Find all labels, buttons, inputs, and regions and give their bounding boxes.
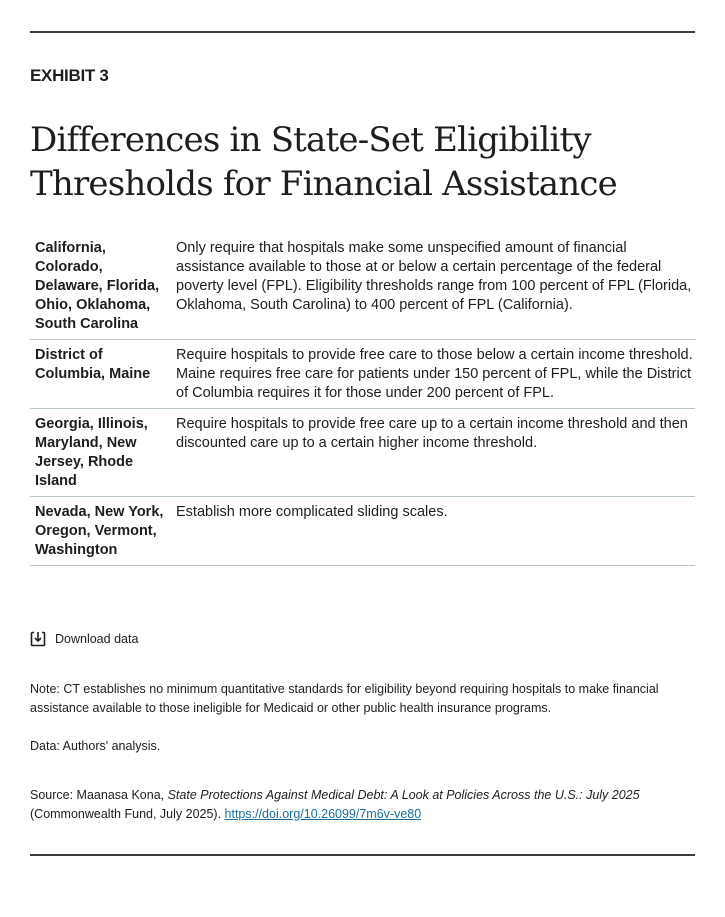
description-cell: Require hospitals to provide free care to those below a certain income threshold. Maine requires free care for patients under 150 percent of FPL, while the District of Columbia requires it for those under 200 percent of FPL. [176, 347, 693, 401]
table-row [30, 409, 695, 497]
bottom-rule [30, 854, 695, 856]
states-cell: Georgia, Illinois, Maryland, New Jersey, Rhode Island [35, 416, 148, 489]
description-cell: Only require that hospitals make some unspecified amount of financial assistance available to those at or below a certain percentage of the federal poverty level (FPL). Eligibility thresholds range from 100 percent of FPL (Florida, Oklahoma, South Carolina) to 400 percent of FPL (California). [176, 240, 692, 313]
description-cell: Establish more complicated sliding scales. [176, 504, 448, 520]
states-cell: California, Colorado, Delaware, Florida, Ohio, Oklahoma, South Carolina [35, 240, 160, 332]
data-source-text: Data: Authors' analysis. [30, 739, 161, 753]
source-suffix: (Commonwealth Fund, July 2025). [30, 807, 225, 821]
source-prefix: Source: Maanasa Kona, [30, 788, 168, 802]
exhibit-label: EXHIBIT 3 [30, 66, 109, 85]
table-row [30, 497, 695, 566]
doi-link[interactable]: https://doi.org/10.26099/7m6v-ve80 [224, 807, 422, 821]
download-data-button[interactable] [30, 631, 138, 647]
table-row [30, 340, 695, 409]
note-text: Note: CT establishes no minimum quantitative standards for eligibility beyond requiring hospitals to make financial assistance available to those ineligible for Medicaid or other public health insurance programs. [30, 682, 659, 715]
description-cell: Require hospitals to provide free care up to a certain income threshold and then discounted care up to a certain higher income threshold. [176, 416, 688, 451]
download-icon [30, 631, 46, 647]
top-rule [30, 31, 695, 33]
thresholds-table [30, 233, 695, 566]
download-data-label: Download data [55, 632, 139, 646]
states-cell: District of Columbia, Maine [35, 347, 151, 382]
page-title: Differences in State-Set Eligibility Thresholds for Financial Assistance [30, 120, 617, 204]
source-citation [30, 786, 690, 824]
source-report-title: State Protections Against Medical Debt: A Look at Policies Across the U.S.: July 2025 [167, 788, 640, 802]
states-cell: Nevada, New York, Oregon, Vermont, Washington [35, 504, 164, 558]
table-row [30, 233, 695, 340]
